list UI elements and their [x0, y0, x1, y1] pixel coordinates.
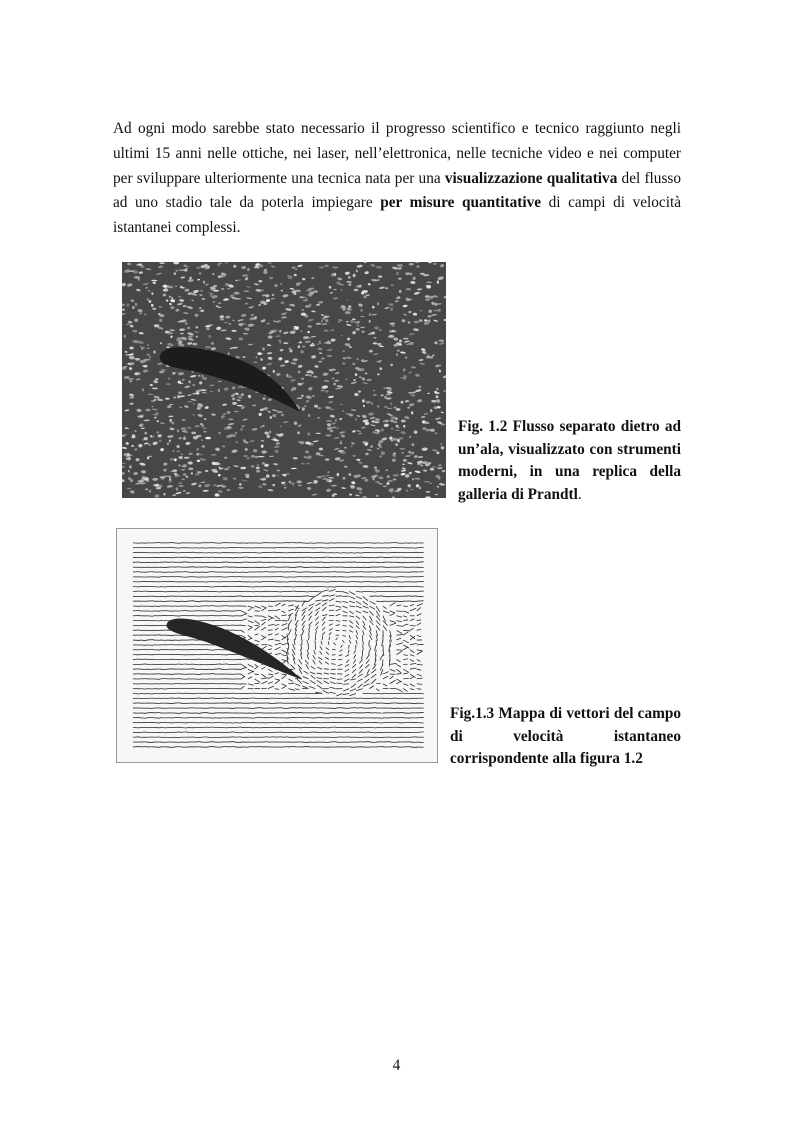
- paragraph-text-1: Ad ogni modo sarebbe stato necessario il progresso scientifico e tecnico raggiunto negli ultimi 15 anni nelle ottiche, nei laser, nell’elettronica, nelle tecniche video e nei computer per sviluppare ulteriormente una tecnica nata per una: [113, 120, 681, 187]
- body-paragraph: [113, 117, 681, 241]
- paragraph-bold-2: per misure quantitative: [380, 194, 542, 212]
- flow-particles-image: [122, 262, 446, 498]
- figure-1-2-caption-text: Fig. 1.2 Flusso separato dietro ad un’ala, visualizzato con strumenti moderni, in una replica della galleria di Prandtl: [458, 418, 681, 503]
- vector-map-figure: [116, 528, 438, 763]
- flow-visualization-photo: [122, 262, 446, 498]
- figure-1-3-caption: Fig.1.3 Mappa di vettori del campo di velocità istantaneo corrispondente alla figura 1.2: [450, 705, 681, 768]
- page-number: 4: [392, 1057, 401, 1074]
- figure-1-2-caption: [458, 416, 681, 506]
- velocity-vector-map: [117, 529, 437, 762]
- figure-1-2-caption-tail: .: [577, 485, 582, 503]
- paragraph-text-3: di campi di velocità istantanei complessi.: [113, 194, 681, 237]
- paragraph-text-2: del flusso ad uno stadio tale da poterla impiegare: [113, 169, 682, 212]
- paragraph-bold-1: visualizzazione qualitativa: [444, 169, 618, 187]
